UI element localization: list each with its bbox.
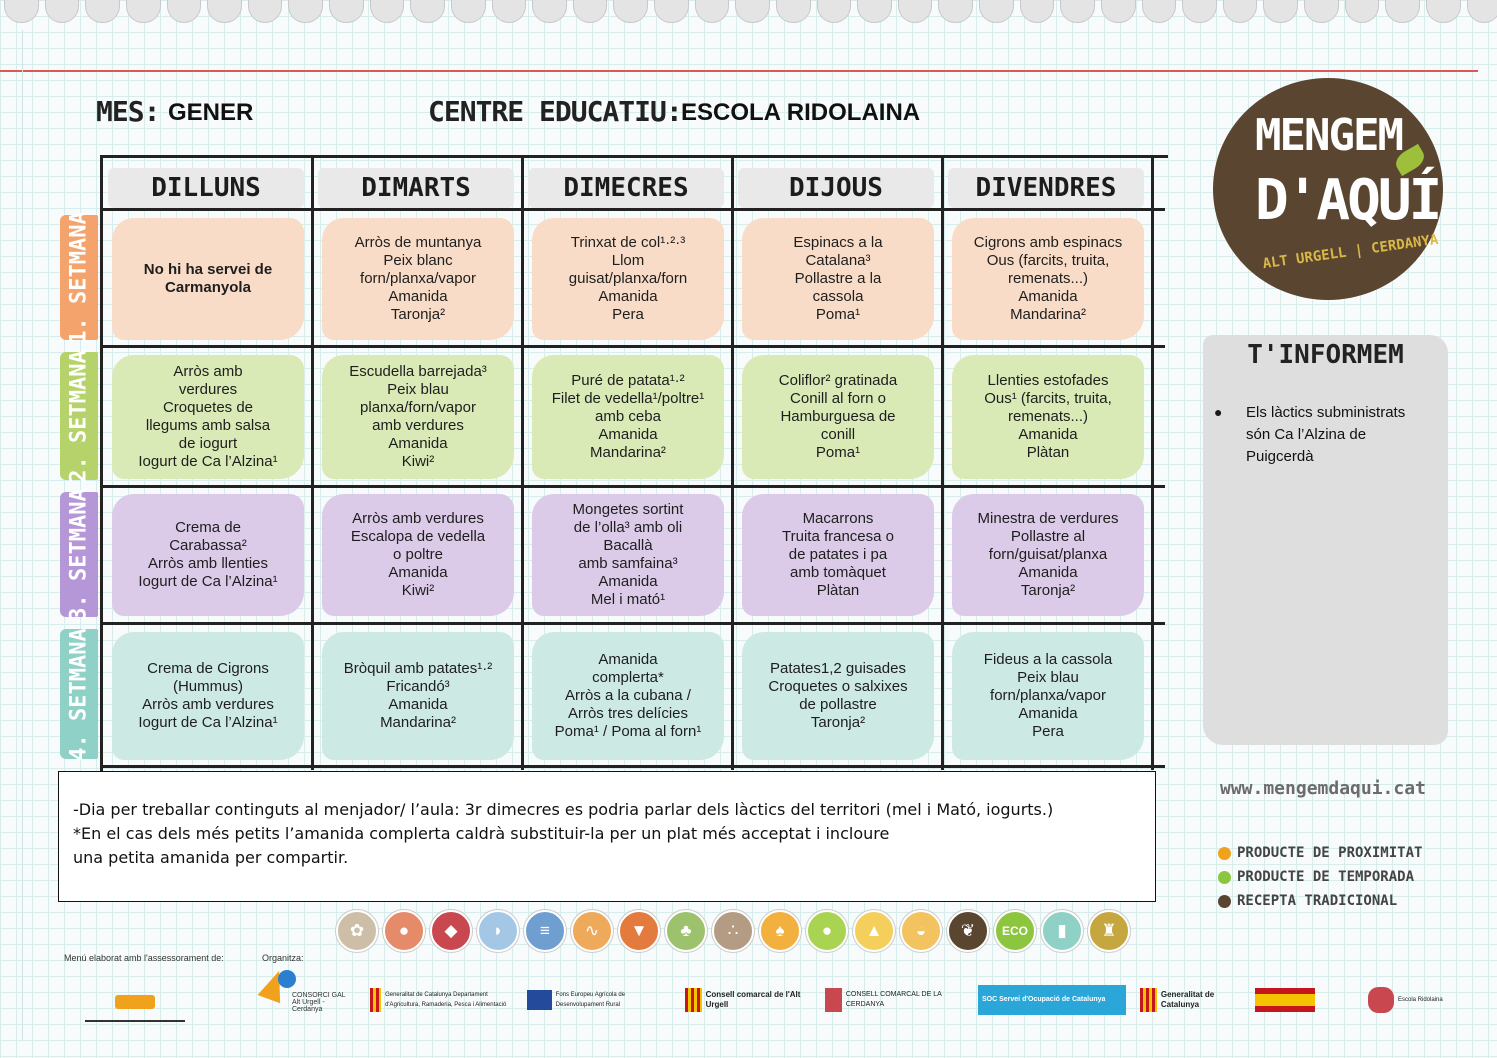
- grid-divider: [100, 208, 1165, 211]
- spiral-binding: [0, 0, 1497, 30]
- day-header-tuesday: DIMARTS: [318, 168, 514, 208]
- legend-item: [1218, 845, 1422, 861]
- menu-cell: Bròquil amb patates¹·² Fricandó³ Amanida Mandarina²: [322, 632, 514, 760]
- spiral-ring: [45, 0, 80, 23]
- spiral-ring: [207, 0, 242, 23]
- legend-item: [1218, 893, 1397, 909]
- carrot-icon: ▼: [618, 910, 660, 952]
- grid-divider: [1151, 155, 1154, 770]
- grain-icon: ✿: [336, 910, 378, 952]
- website-link[interactable]: www.mengemdaqui.cat: [1220, 778, 1426, 799]
- leaf-badge-icon: ❦: [947, 910, 989, 952]
- spiral-ring: [1182, 0, 1217, 23]
- legend-label: RECEPTA TRADICIONAL: [1237, 893, 1398, 909]
- spiral-ring: [532, 0, 567, 23]
- logo-tagline: ALT URGELL | CERDANYA: [1261, 231, 1440, 273]
- spiral-ring: [167, 0, 202, 23]
- grid-divider: [100, 485, 1165, 488]
- legend-label: PRODUCTE DE TEMPORADA: [1237, 869, 1415, 885]
- bread-icon: ◒: [900, 910, 942, 952]
- meat-icon: ●: [383, 910, 425, 952]
- day-header-friday: DIVENDRES: [948, 168, 1144, 208]
- eco-icon: ECO: [994, 910, 1036, 952]
- info-title: T'INFORMEM: [1247, 340, 1404, 370]
- menu-cell: Macarrons Truita francesa o de patates i pa amb tomàquet Plàtan: [742, 494, 934, 616]
- spiral-ring: [410, 0, 445, 23]
- note-line: *En el cas dels més petits l’amanida complerta caldrà substituir-la per un plat més acceptat i incloure: [73, 824, 890, 843]
- grid-divider: [100, 345, 1165, 348]
- grid-divider: [100, 765, 1165, 768]
- menu-cell: Arròs amb verdures Escalopa de vedella o poltre Amanida Kiwi²: [322, 494, 514, 616]
- left-margin-line: [22, 30, 23, 1040]
- sardine-icon: ≡: [524, 910, 566, 952]
- spiral-ring: [1426, 0, 1461, 23]
- consorci-name: CONSORCI GAL Alt Urgell - Cerdanya: [292, 992, 346, 1013]
- sponsor-label: Fons Europeu Agrícola de Desenvolupament Rural: [555, 992, 626, 1008]
- yogurt-icon: ▮: [1041, 910, 1083, 952]
- grid-divider: [941, 155, 944, 770]
- sponsor-feader: [527, 985, 667, 1015]
- menu-cell: No hi ha servei de Carmanyola: [112, 218, 304, 340]
- week-1-label: 1. SETMANA: [66, 211, 92, 344]
- week-4-tab: [60, 629, 98, 759]
- menu-cell: Mongetes sortint de l’olla³ amb oli Bacallà amb samfaina³ Amanida Mel i mató¹: [532, 494, 724, 616]
- menu-cell: Crema de Cigrons (Hummus) Arròs amb verdures Iogurt de Ca l’Alzina¹: [112, 632, 304, 760]
- spiral-ring: [573, 0, 608, 23]
- grid-divider: [521, 155, 524, 770]
- menu-cell: Puré de patata¹·² Filet de vedella¹/poltre¹ amb ceba Amanida Mandarina²: [532, 355, 724, 479]
- spiral-ring: [1223, 0, 1258, 23]
- spiral-ring: [695, 0, 730, 23]
- spiral-ring: [898, 0, 933, 23]
- eu-flag-icon: [527, 990, 552, 1010]
- sausage-icon: ◆: [430, 910, 472, 952]
- menu-cell: Arròs de muntanya Peix blanc forn/planxa/vapor Amanida Taronja²: [322, 218, 514, 340]
- advisor-logo: [115, 995, 155, 1009]
- spiral-ring: [492, 0, 527, 23]
- school-label: CENTRE EDUCATIU:: [428, 95, 682, 128]
- season-dot-icon: [1218, 871, 1231, 884]
- spiral-ring: [126, 0, 161, 23]
- advisor-signature: [85, 975, 185, 1022]
- spiral-ring: [1467, 0, 1497, 23]
- menu-cell: Trinxat de col¹·²·³ Llom guisat/planxa/forn Amanida Pera: [532, 218, 724, 340]
- proximity-dot-icon: [1218, 847, 1231, 860]
- sponsor-escola: [1368, 985, 1458, 1015]
- spiral-ring: [1304, 0, 1339, 23]
- spiral-ring: [1385, 0, 1420, 23]
- grid-divider: [311, 155, 314, 770]
- spiral-ring: [1142, 0, 1177, 23]
- tradition-dot-icon: [1218, 895, 1231, 908]
- sponsor-label: Consell comarcal de l'Alt Urgell: [705, 990, 801, 1009]
- spiral-ring: [288, 0, 323, 23]
- week-2-label: 2. SETMANA: [66, 349, 92, 483]
- sponsor-agriculture: [370, 985, 510, 1015]
- month-value: GENER: [168, 99, 254, 126]
- menu-cell: Llenties estofades Ous¹ (farcits, truita, remenats...) Amanida Plàtan: [952, 355, 1144, 479]
- sponsor-label: Generalitat de Catalunya: [1160, 990, 1215, 1009]
- notes-box: [58, 771, 1156, 902]
- note-line: una petita amanida per compartir.: [73, 848, 349, 867]
- day-header-monday: DILLUNS: [108, 168, 304, 208]
- chicken-icon: ♠: [759, 910, 801, 952]
- oil-icon: ▲: [853, 910, 895, 952]
- advisory-label: Menú elaborat amb l'assessorament de:: [64, 953, 224, 963]
- sponsor-label: SOC Servei d'Ocupació de Catalunya: [982, 996, 1106, 1003]
- week-3-tab: [60, 488, 98, 621]
- spiral-ring: [85, 0, 120, 23]
- legend-label: PRODUCTE DE PROXIMITAT: [1237, 845, 1423, 861]
- menu-cell: Cigrons amb espinacs Ous (farcits, truita, remenats...) Amanida Mandarina²: [952, 218, 1144, 340]
- pasta-icon: ∿: [571, 910, 613, 952]
- week-4-label: 4. SETMANA: [66, 627, 92, 761]
- dish-icon: ♜: [1088, 910, 1130, 952]
- menu-cell: Arròs amb verdures Croquetes de llegums amb salsa de iogurt Iogurt de Ca l’Alzina¹: [112, 355, 304, 479]
- spiral-ring: [735, 0, 770, 23]
- sponsor-alt-urgell: [685, 985, 805, 1015]
- spiral-ring: [4, 0, 39, 23]
- spiral-ring: [1060, 0, 1095, 23]
- spiral-ring: [857, 0, 892, 23]
- organitza-label: Organitza:: [262, 953, 304, 963]
- red-margin-line: [0, 70, 1478, 72]
- spain-flag-icon: [1255, 988, 1315, 1012]
- menu-cell: Amanida complerta* Arròs a la cubana / Arròs tres delícies Poma¹ / Poma al forn¹: [532, 632, 724, 760]
- legume-icon: ∴: [712, 910, 754, 952]
- week-1-tab: [60, 211, 98, 344]
- spiral-ring: [979, 0, 1014, 23]
- coat-of-arms-icon: [685, 988, 702, 1012]
- menu-cell: Espinacs a la Catalana³ Pollastre a la cassola Poma¹: [742, 218, 934, 340]
- logo-line-1: MENGEM: [1255, 110, 1402, 161]
- spiral-ring: [817, 0, 852, 23]
- spiral-ring: [451, 0, 486, 23]
- sponsor-label: Escola Ridolaina: [1398, 997, 1443, 1003]
- food-icons-row: [336, 910, 1130, 952]
- spiral-ring: [1263, 0, 1298, 23]
- bullet-icon: ●: [1214, 404, 1223, 420]
- logo-line-2: D'AQUÍ: [1255, 168, 1440, 233]
- menu-cell: Coliflor² gratinada Conill al forn o Hamburguesa de conill Poma¹: [742, 355, 934, 479]
- vegetable-icon: ♣: [665, 910, 707, 952]
- spiral-ring: [248, 0, 283, 23]
- spiral-ring: [1101, 0, 1136, 23]
- menu-cell: Minestra de verdures Pollastre al forn/guisat/planxa Amanida Taronja²: [952, 494, 1144, 616]
- sponsor-label: CONSELL COMARCAL DE LA CERDANYA: [845, 991, 942, 1008]
- month-label: MES:: [96, 95, 160, 128]
- fish-icon: ◗: [477, 910, 519, 952]
- senyera-icon: [1140, 988, 1157, 1012]
- menu-cell: Patates1,2 guisades Croquetes o salxixes de pollastre Taronja²: [742, 632, 934, 760]
- note-line: -Dia per treballar continguts al menjador/ l’aula: 3r dimecres es podria parlar dels làctics del territori (mel i Mató, iogurts.): [73, 800, 1054, 819]
- menu-cell: Escudella barrejada³ Peix blau planxa/forn/vapor amb verdures Amanida Kiwi²: [322, 355, 514, 479]
- coat-of-arms-icon: [825, 988, 842, 1012]
- senyera-icon: [370, 988, 381, 1012]
- day-header-thursday: DIJOUS: [738, 168, 934, 208]
- menu-cell: Fideus a la cassola Peix blau forn/planxa/vapor Amanida Pera: [952, 632, 1144, 760]
- info-item: Els làctics subministrats són Ca l’Alzina de Puigcerdà: [1246, 404, 1406, 465]
- sponsor-generalitat: [1140, 985, 1240, 1015]
- school-logo-icon: [1368, 987, 1394, 1013]
- menu-cell: Crema de Carabassa² Arròs amb llenties Iogurt de Ca l’Alzina¹: [112, 494, 304, 616]
- consorci-circle-icon: [278, 970, 296, 988]
- apple-icon: ●: [806, 910, 848, 952]
- spiral-ring: [370, 0, 405, 23]
- spiral-ring: [1020, 0, 1055, 23]
- sponsor-soc: [978, 985, 1126, 1015]
- school-value: ESCOLA RIDOLAINA: [681, 99, 921, 126]
- spiral-ring: [654, 0, 689, 23]
- spiral-ring: [613, 0, 648, 23]
- spiral-ring: [1345, 0, 1380, 23]
- week-2-tab: [60, 349, 98, 483]
- sponsor-cerdanya: [825, 985, 960, 1015]
- spiral-ring: [329, 0, 364, 23]
- day-header-wednesday: DIMECRES: [528, 168, 724, 208]
- sponsor-label: Generalitat de Catalunya Departament d'Agricultura, Ramaderia, Pesca i Alimentació: [385, 992, 507, 1008]
- week-3-label: 3. SETMANA: [66, 488, 92, 621]
- spiral-ring: [938, 0, 973, 23]
- grid-divider: [731, 155, 734, 770]
- spiral-ring: [776, 0, 811, 23]
- grid-divider: [100, 622, 1165, 625]
- info-panel: [1203, 335, 1448, 745]
- legend-item: [1218, 869, 1414, 885]
